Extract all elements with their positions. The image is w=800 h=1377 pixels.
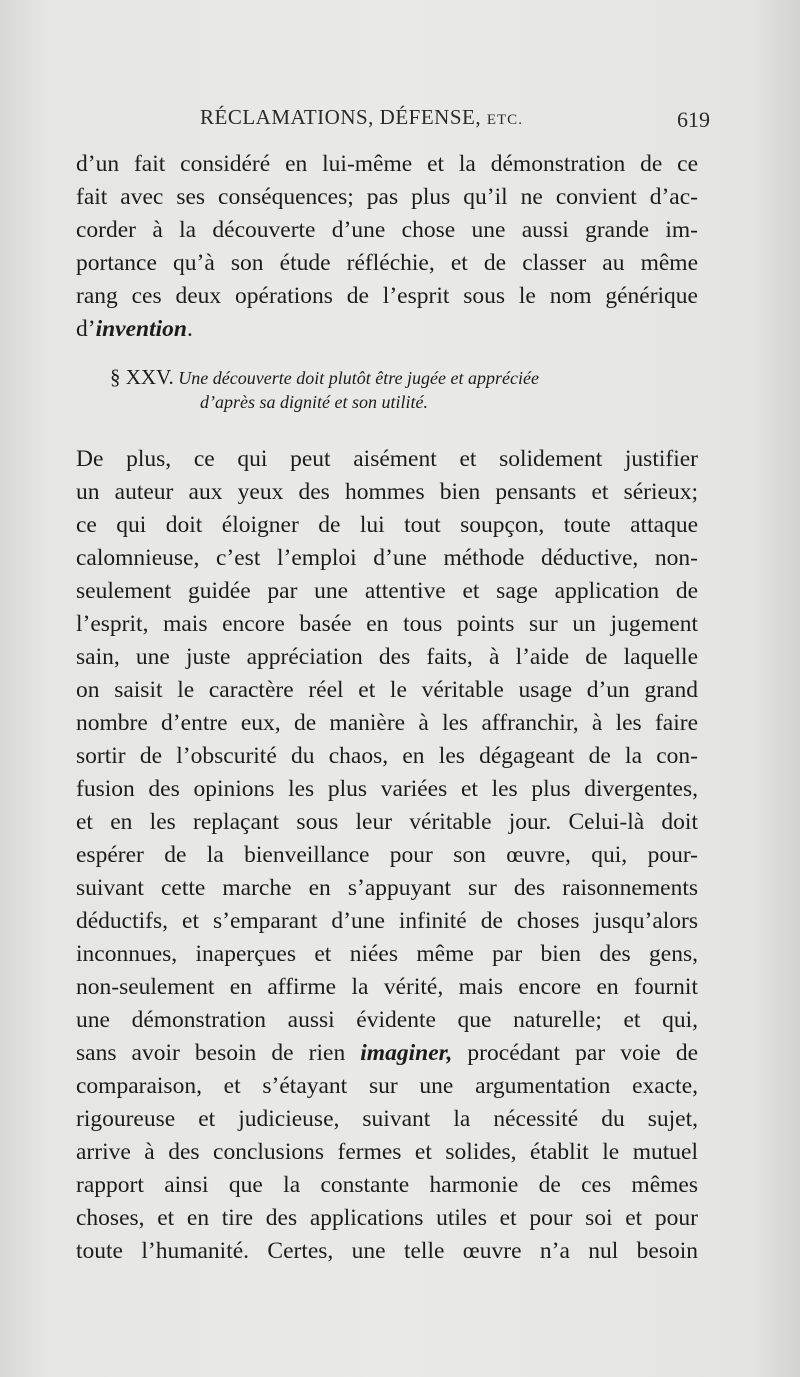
- text-line: l’esprit, mais encore basée en tous points sur un jugement: [76, 611, 698, 637]
- text-line: [76, 313, 698, 346]
- text-line: ce qui doit éloigner de lui tout soupçon, toute attaque: [76, 512, 698, 538]
- section-heading-line: [110, 365, 680, 390]
- text-line: sortir de l’obscurité du chaos, en les dégageant de la con-: [76, 743, 698, 769]
- text-line: rapport ainsi que la constante harmonie de ces mêmes: [76, 1172, 698, 1198]
- page-number: 619: [677, 107, 710, 132]
- text-line: nombre d’entre eux, de manière à les affranchir, à les faire: [76, 710, 698, 736]
- text-line: toute l’humanité. Certes, une telle œuvre n’a nul besoin: [76, 1238, 698, 1264]
- text-line: une démonstration aussi évidente que naturelle; et qui,: [76, 1007, 698, 1033]
- text-fragment: .: [187, 316, 193, 342]
- text-line: seulement guidée par une attentive et sage application de: [76, 578, 698, 604]
- text-line: on saisit le caractère réel et le véritable usage d’un grand: [76, 677, 698, 703]
- text-line: fusion des opinions les plus variées et les plus divergentes,: [76, 776, 698, 802]
- text-line: un auteur aux yeux des hommes bien pensants et sérieux;: [76, 479, 698, 505]
- text-line: choses, et en tire des applications utiles et pour soi et pour: [76, 1205, 698, 1231]
- text-line: rigoureuse et judicieuse, suivant la nécessité du sujet,: [76, 1106, 698, 1132]
- text-line: [76, 1037, 698, 1070]
- page-header: [200, 105, 710, 139]
- text-line: inconnues, inaperçues et niées même par bien des gens,: [76, 941, 698, 967]
- italic-term-imaginer: imaginer,: [360, 1040, 453, 1066]
- text-line: fait avec ses conséquences; pas plus qu’il ne convient d’ac-: [76, 184, 698, 210]
- section-title-part2: d’après sa dignité et son utilité.: [200, 392, 428, 412]
- section-heading: [110, 365, 680, 415]
- section-title-part1: Une découverte doit plutôt être jugée et appréciée: [178, 368, 539, 388]
- text-line: De plus, ce qui peut aisément et solidement justifier: [76, 446, 698, 472]
- text-line: portance qu’à son étude réfléchie, et de classer au même: [76, 250, 698, 276]
- text-line: arrive à des conclusions fermes et solides, établit le mutuel: [76, 1139, 698, 1165]
- text-line: calomnieuse, c’est l’emploi d’une méthode déductive, non-: [76, 545, 698, 571]
- section-number: § XXV.: [110, 365, 174, 389]
- text-line: corder à la découverte d’une chose une aussi grande im-: [76, 217, 698, 243]
- text-fragment: sans avoir besoin de rien: [76, 1040, 361, 1066]
- text-line: comparaison, et s’étayant sur une argumentation exacte,: [76, 1073, 698, 1099]
- text-line: espérer de la bienveillance pour son œuvre, qui, pour-: [76, 842, 698, 868]
- text-line: sain, une juste appréciation des faits, à l’aide de laquelle: [76, 644, 698, 670]
- italic-term-invention: invention: [95, 316, 187, 342]
- text-line: et en les replaçant sous leur véritable jour. Celui-là doit: [76, 809, 698, 835]
- paragraph-continued: [76, 148, 698, 346]
- text-fragment: d’: [76, 316, 96, 342]
- running-title-etc: ETC.: [486, 112, 523, 128]
- text-line: d’un fait considéré en lui-même et la démonstration de ce: [76, 151, 698, 177]
- text-line: rang ces deux opérations de l’esprit sous le nom générique: [76, 283, 698, 309]
- text-line: suivant cette marche en s’appuyant sur des raisonnements: [76, 875, 698, 901]
- text-line: déductifs, et s’emparant d’une infinité de choses jusqu’alors: [76, 908, 698, 934]
- paragraph-main: [76, 443, 698, 1268]
- running-title-main: RÉCLAMATIONS, DÉFENSE,: [200, 105, 482, 129]
- text-fragment: procédant par voie de: [452, 1040, 698, 1066]
- text-line: non-seulement en affirme la vérité, mais encore en fournit: [76, 974, 698, 1000]
- running-title: [200, 105, 523, 130]
